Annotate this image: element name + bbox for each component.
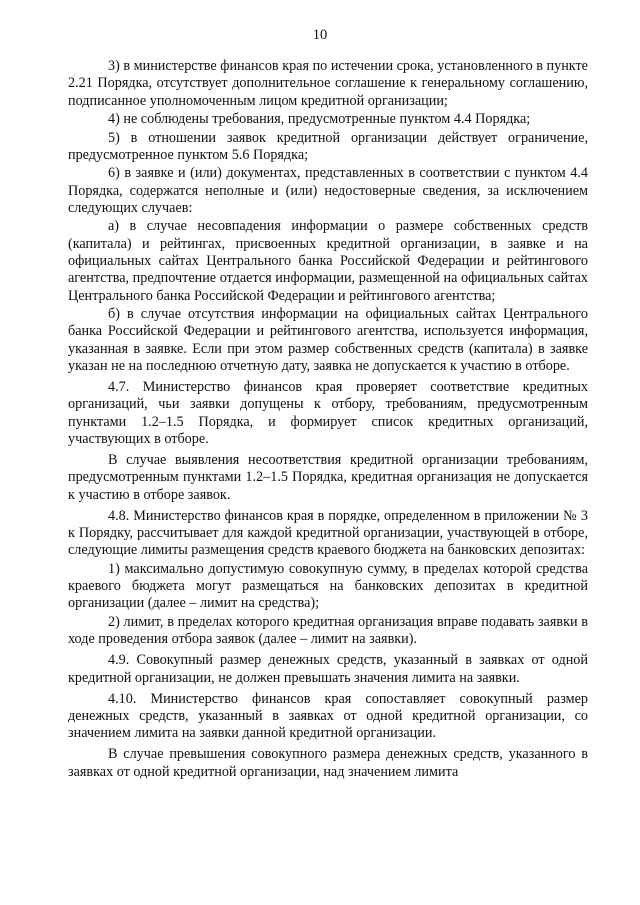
paragraph-4-10: 4.10. Министерство финансов края сопоставляет совокупный размер денежных средств, указанный в заявках от одной кредитной организации, со значением лимита на заявки данной кредитной организации. — [68, 690, 588, 742]
paragraph-item-4: 4) не соблюдены требования, предусмотренные пунктом 4.4 Порядка; — [108, 111, 531, 128]
paragraph-item-6: 6) в заявке и (или) документах, представленных в соответствии с пунктом 4.4 Порядка, содержатся неполные и (или) недостоверные сведения, за исключением следующих случаев: — [68, 165, 588, 216]
paragraph-limit-1: 1) максимально допустимую совокупную сумму, в пределах которой средства краевого бюджета могут размещаться на банковских депозитах в кредитной организации (далее – лимит на средства); — [68, 560, 588, 612]
document-body — [68, 58, 588, 782]
paragraph-4-9: 4.9. Совокупный размер денежных средств, указанный в заявках от одной кредитной организации, не должен превышать значения лимита на заявки. — [68, 652, 588, 686]
paragraph-4-8: 4.8. Министерство финансов края в порядке, определенном в приложении № 3 к Порядку, рассчитывает для каждой кредитной организации, участвующей в отборе, следующие лимиты размещения средств краевого бюджета на банковских депозитах: — [68, 507, 588, 559]
paragraph-subitem-a: а) в случае несовпадения информации о размере собственных средств (капитала) и рейтингах, присвоенных кредитной организации, в заявке и на официальных сайтах Центрального банка Российской Федерации и рейтингового агентства, предпочтение отдается информации, размещенной на официальных сайтах Центрального банка Российской Федерации и рейтингового агентства; — [68, 218, 588, 304]
paragraph-subitem-b: б) в случае отсутствия информации на официальных сайтах Центрального банка Российской Федерации и рейтингового агентства, используется информация, указанная в заявке. Если при этом размер собственных средств (капитала) в заявке указан не на последнюю отчетную дату, заявка не допускается к участию в отборе. — [68, 306, 588, 374]
page-number: 10 — [312, 27, 328, 43]
paragraph-excess: В случае превышения совокупного размера денежных средств, указанного в заявках от одной кредитной организации, над значением лимита — [68, 746, 588, 780]
paragraph-item-5: 5) в отношении заявок кредитной организации действует ограничение, предусмотренное пунктом 5.6 Порядка; — [68, 129, 588, 163]
paragraph-item-3: 3) в министерстве финансов края по истечении срока, установленного в пункте 2.21 Порядка, отсутствует дополнительное соглашение к генеральному соглашению, подписанное уполномоченным лицом кредитной организации; — [68, 58, 588, 109]
paragraph-4-7: 4.7. Министерство финансов края проверяет соответствие кредитных организаций, чьи заявки допущены к отбору, требованиям, предусмотренным пунктами 1.2–1.5 Порядка, и формирует список кредитных организаций, участвующих в отборе. — [68, 379, 588, 447]
paragraph-limit-2: 2) лимит, в пределах которого кредитная организация вправе подавать заявки в ходе проведения отбора заявок (далее – лимит на заявки). — [68, 613, 588, 648]
paragraph-nonconformity: В случае выявления несоответствия кредитной организации требованиям, предусмотренным пунктами 1.2–1.5 Порядка, кредитная организация не допускается к участию в отборе заявок. — [68, 452, 588, 503]
